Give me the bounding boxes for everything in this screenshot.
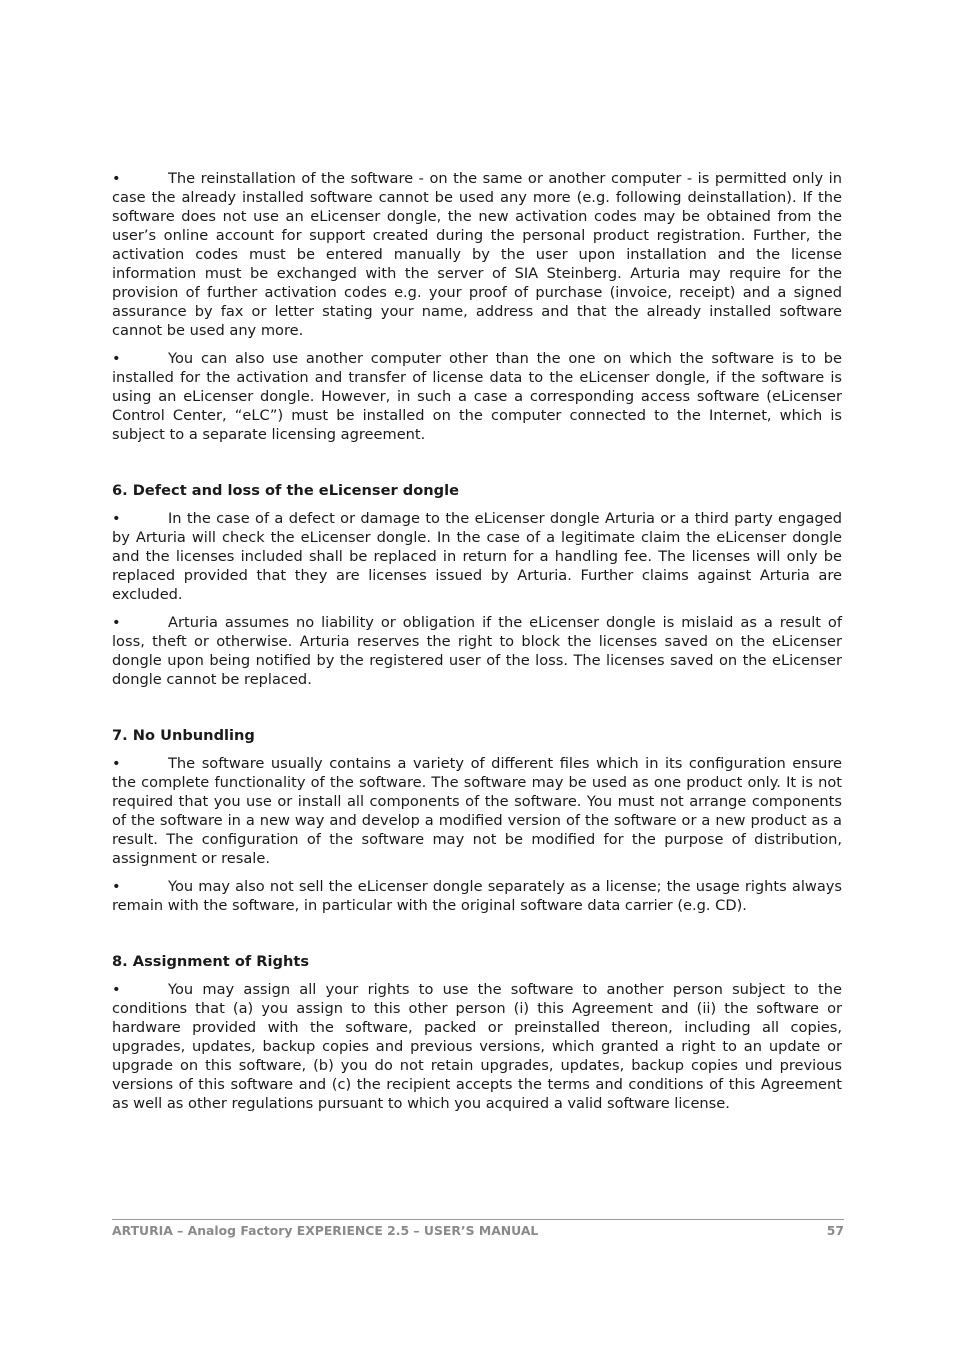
paragraph-text: The reinstallation of the software - on the same or another computer - is permitted only in case the already installed software cannot be used any more (e.g. following deinstallation). If the software does not use an eLicenser dongle, the new activation codes may be obtained from the user’s online account for support created during the personal product registration. Further, the activation codes must be entered manually by the user upon installation and the license information must be exchanged with the server of SIA Steinberg. Arturia may require for the provision of further activation codes e.g. your proof of purchase (invoice, receipt) and a signed assurance by fax or letter stating your name, address and that the already installed software cannot be used any more. xyxy=(112,170,842,339)
footer-title: ARTURIA – Analog Factory EXPERIENCE 2.5 – USER’S MANUAL xyxy=(112,1223,539,1238)
section-7-heading: 7. No Unbundling xyxy=(112,727,255,744)
assignment-paragraph xyxy=(112,980,842,1113)
section-8-heading: 8. Assignment of Rights xyxy=(112,953,310,970)
bullet-marker: • xyxy=(112,614,121,631)
paragraph-text: You may also not sell the eLicenser dongle separately as a license; the usage rights always remain with the software, in particular with the original software data carrier (e.g. CD). xyxy=(112,878,842,914)
bullet-marker: • xyxy=(112,981,121,998)
page-footer xyxy=(112,1219,844,1238)
reinstallation-paragraph xyxy=(112,169,842,340)
bullet-marker: • xyxy=(112,755,121,772)
loss-paragraph xyxy=(112,613,842,689)
page-number: 57 xyxy=(826,1223,844,1238)
bullet-marker: • xyxy=(112,170,121,187)
bullet-marker: • xyxy=(112,350,121,367)
unbundling-paragraph xyxy=(112,754,842,868)
paragraph-text: In the case of a defect or damage to the eLicenser dongle Arturia or a third party engaged by Arturia will check the eLicenser dongle. In the case of a legitimate claim the eLicenser dongle and the licenses included shall be replaced in return for a handling fee. The licenses will only be replaced provided that they are licenses issued by Arturia. Further claims against Arturia are excluded. xyxy=(112,510,842,603)
document-body xyxy=(112,169,842,1122)
bullet-marker: • xyxy=(112,878,121,895)
another-computer-paragraph xyxy=(112,349,842,444)
defect-paragraph xyxy=(112,509,842,604)
bullet-marker: • xyxy=(112,510,121,527)
paragraph-text: You can also use another computer other than the one on which the software is to be installed for the activation and transfer of license data to the eLicenser dongle, if the software is using an eLicenser dongle. However, in such a case a corresponding access software (eLicenser Control Center, “eLC”) must be installed on the computer connected to the Internet, which is subject to a separate licensing agreement. xyxy=(112,350,842,443)
paragraph-text: Arturia assumes no liability or obligation if the eLicenser dongle is mislaid as a result of loss, theft or otherwise. Arturia reserves the right to block the licenses saved on the eLicenser dongle upon being notified by the registered user of the loss. The licenses saved on the eLicenser dongle cannot be replaced. xyxy=(112,614,842,688)
section-6-heading: 6. Defect and loss of the eLicenser dongle xyxy=(112,482,460,499)
dongle-sale-paragraph xyxy=(112,877,842,915)
paragraph-text: You may assign all your rights to use the software to another person subject to the conditions that (a) you assign to this other person (i) this Agreement and (ii) the software or hardware provided with the software, packed or preinstalled thereon, including all copies, upgrades, updates, backup copies and previous versions, which granted a right to an update or upgrade on this software, (b) you do not retain upgrades, updates, backup copies und previous versions of this software and (c) the recipient accepts the terms and conditions of this Agreement as well as other regulations pursuant to which you acquired a valid software license. xyxy=(112,981,842,1112)
paragraph-text: The software usually contains a variety of different files which in its configuration ensure the complete functionality of the software. The software may be used as one product only. It is not required that you use or install all components of the software. You must not arrange components of the software in a new way and develop a modified version of the software or a new product as a result. The configuration of the software may not be modified for the purpose of distribution, assignment or resale. xyxy=(112,755,842,867)
